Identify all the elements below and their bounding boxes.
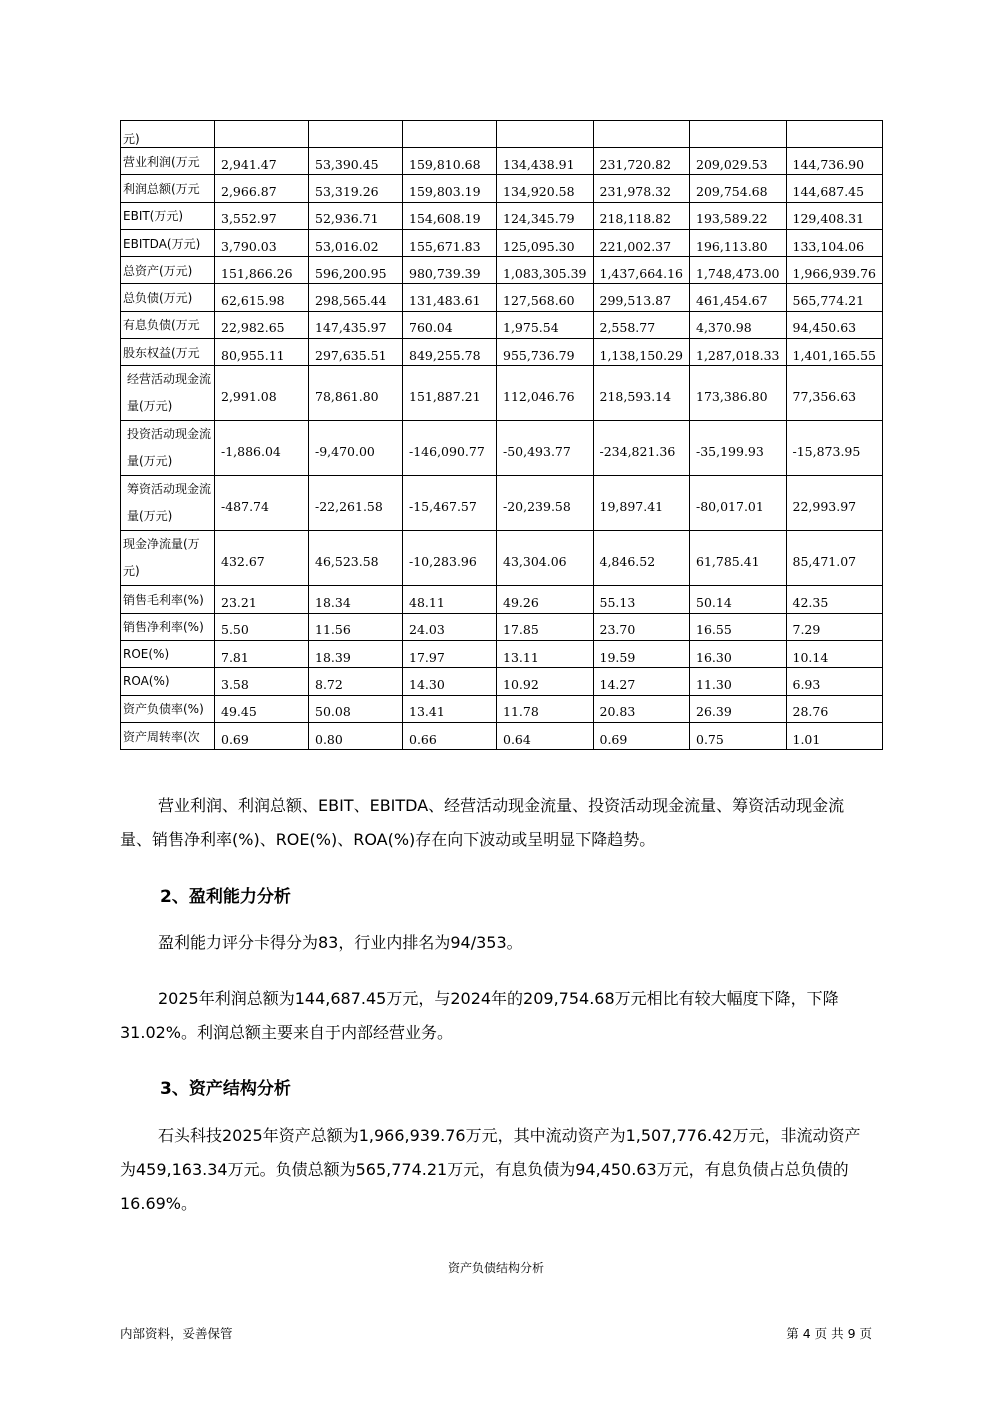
table-cell: 16.30 [690, 640, 787, 667]
table-row [121, 722, 883, 749]
table-cell: 19.59 [593, 640, 690, 667]
table-cell: 55.13 [593, 586, 690, 613]
row-label: 现金净流量(万元) [121, 531, 215, 586]
table-cell: 209,754.68 [690, 175, 787, 202]
row-label: 资产负债率(%) [121, 695, 215, 722]
table-row [121, 531, 883, 586]
row-label: 总负债(万元) [121, 284, 215, 311]
row-label: EBITDA(万元) [121, 229, 215, 256]
footer-page-number: 第 4 页 共 9 页 [786, 1326, 872, 1341]
row-label: 销售毛利率(%) [121, 586, 215, 613]
table-row [121, 175, 883, 202]
table-row [121, 257, 883, 284]
row-label: 营业利润(万元 [121, 148, 215, 175]
row-label: ROA(%) [121, 668, 215, 695]
table-cell: 7.29 [786, 613, 883, 640]
table-cell: 11.56 [309, 613, 403, 640]
table-row [121, 476, 883, 531]
table-cell: 432.67 [215, 531, 309, 586]
table-cell: 298,565.44 [309, 284, 403, 311]
table-cell: 16.55 [690, 613, 787, 640]
table-cell: 0.80 [309, 722, 403, 749]
row-label: ROE(%) [121, 640, 215, 667]
table-cell: 10.14 [786, 640, 883, 667]
table-cell: 49.26 [497, 586, 594, 613]
table-cell: 159,803.19 [403, 175, 497, 202]
table-cell: 0.69 [215, 722, 309, 749]
table-cell: 53,016.02 [309, 229, 403, 256]
row-label: 股东权益(万元 [121, 339, 215, 366]
table-cell: 62,615.98 [215, 284, 309, 311]
table-cell: 112,046.76 [497, 366, 594, 421]
table-cell: 134,920.58 [497, 175, 594, 202]
table-cell: -35,199.93 [690, 421, 787, 476]
table-cell: 3,552.97 [215, 202, 309, 229]
table-cell: -1,886.04 [215, 421, 309, 476]
table-cell: 2,558.77 [593, 311, 690, 338]
table-cell: 18.39 [309, 640, 403, 667]
table-cell: 299,513.87 [593, 284, 690, 311]
table-row [121, 229, 883, 256]
footer-confidential: 内部资料，妥善保管 [120, 1326, 233, 1341]
table-row [121, 586, 883, 613]
table-cell: 85,471.07 [786, 531, 883, 586]
table-cell: 297,635.51 [309, 339, 403, 366]
row-label: 元) [121, 121, 215, 148]
table-cell: -80,017.01 [690, 476, 787, 531]
table-cell: 1,975.54 [497, 311, 594, 338]
table-cell: 127,568.60 [497, 284, 594, 311]
table-cell: 0.75 [690, 722, 787, 749]
table-cell: 8.72 [309, 668, 403, 695]
table-cell: 17.97 [403, 640, 497, 667]
table-cell: 1,287,018.33 [690, 339, 787, 366]
table-cell: 5.50 [215, 613, 309, 640]
table-cell: 131,483.61 [403, 284, 497, 311]
table-cell: 218,593.14 [593, 366, 690, 421]
table-cell: 17.85 [497, 613, 594, 640]
table-cell: 23.70 [593, 613, 690, 640]
table-cell: -20,239.58 [497, 476, 594, 531]
table-cell: 6.93 [786, 668, 883, 695]
trend-paragraph: 营业利润、利润总额、EBIT、EBITDA、经营活动现金流量、投资活动现金流量、筹资活动现金流量、销售净利率(%)、ROE(%)、ROA(%)存在向下波动或呈明显下降趋势。 [120, 796, 845, 849]
table-cell: 129,408.31 [786, 202, 883, 229]
table-cell: 173,386.80 [690, 366, 787, 421]
profit-paragraph: 2025年利润总额为144,687.45万元，与2024年的209,754.68万元相比有较大幅度下降，下降31.02%。利润总额主要来自于内部经营业务。 [120, 989, 839, 1042]
row-label: 总资产(万元) [121, 257, 215, 284]
table-cell: 1,966,939.76 [786, 257, 883, 284]
table-cell: 2,941.47 [215, 148, 309, 175]
table-cell: 1,401,165.55 [786, 339, 883, 366]
table-cell: 26.39 [690, 695, 787, 722]
table-cell: 13.41 [403, 695, 497, 722]
assets-paragraph: 石头科技2025年资产总额为1,966,939.76万元，其中流动资产为1,507,776.42万元，非流动资产为459,163.34万元。负债总额为565,774.21万元，有息负债为94,450.63万元，有息负债占总负债的16.69%。 [120, 1126, 861, 1213]
table-cell: 154,608.19 [403, 202, 497, 229]
table-cell: 4,370.98 [690, 311, 787, 338]
table-cell: 50.08 [309, 695, 403, 722]
table-cell: -234,821.36 [593, 421, 690, 476]
table-cell: 13.11 [497, 640, 594, 667]
table-cell: 231,978.32 [593, 175, 690, 202]
table-row [121, 202, 883, 229]
table-cell: 7.81 [215, 640, 309, 667]
table-cell: 10.92 [497, 668, 594, 695]
table-cell: 1,437,664.16 [593, 257, 690, 284]
table-cell: -487.74 [215, 476, 309, 531]
table-cell: 22,982.65 [215, 311, 309, 338]
table-cell: 14.27 [593, 668, 690, 695]
table-cell: 151,887.21 [403, 366, 497, 421]
row-label: 筹资活动现金流量(万元) [121, 476, 215, 531]
table-cell: 159,810.68 [403, 148, 497, 175]
table-cell: 50.14 [690, 586, 787, 613]
table-row [121, 339, 883, 366]
row-label: 利润总额(万元 [121, 175, 215, 202]
row-label: 投资活动现金流量(万元) [121, 421, 215, 476]
table-cell: 147,435.97 [309, 311, 403, 338]
table-cell: 155,671.83 [403, 229, 497, 256]
table-row [121, 640, 883, 667]
table-cell: 3.58 [215, 668, 309, 695]
table-cell: 42.35 [786, 586, 883, 613]
table-cell: 955,736.79 [497, 339, 594, 366]
table-cell: 196,113.80 [690, 229, 787, 256]
table-cell: 11.78 [497, 695, 594, 722]
table-cell: 1,138,150.29 [593, 339, 690, 366]
financial-table [120, 120, 883, 750]
table-row [121, 311, 883, 338]
table-cell: 849,255.78 [403, 339, 497, 366]
table-cell: 61,785.41 [690, 531, 787, 586]
table-cell: -22,261.58 [309, 476, 403, 531]
table-cell: 77,356.63 [786, 366, 883, 421]
table-cell: 22,993.97 [786, 476, 883, 531]
table-cell: 19,897.41 [593, 476, 690, 531]
table-cell: 0.66 [403, 722, 497, 749]
table-cell: 14.30 [403, 668, 497, 695]
table-row [121, 284, 883, 311]
row-label: EBIT(万元) [121, 202, 215, 229]
table-row [121, 421, 883, 476]
table-row [121, 121, 883, 148]
table-cell: 125,095.30 [497, 229, 594, 256]
table-cell: 28.76 [786, 695, 883, 722]
table-cell: -15,873.95 [786, 421, 883, 476]
table-cell: 2,991.08 [215, 366, 309, 421]
table-cell: 144,736.90 [786, 148, 883, 175]
table-cell: 53,319.26 [309, 175, 403, 202]
table-cell: 52,936.71 [309, 202, 403, 229]
table-cell: 193,589.22 [690, 202, 787, 229]
table-cell: 48.11 [403, 586, 497, 613]
table-row [121, 366, 883, 421]
table-cell: 20.83 [593, 695, 690, 722]
table-cell: 4,846.52 [593, 531, 690, 586]
table-cell: 134,438.91 [497, 148, 594, 175]
row-label: 销售净利率(%) [121, 613, 215, 640]
table-cell: 53,390.45 [309, 148, 403, 175]
table-row [121, 668, 883, 695]
row-label: 经营活动现金流量(万元) [121, 366, 215, 421]
section-heading-profitability: 2、盈利能力分析 [160, 887, 291, 907]
table-cell: 1.01 [786, 722, 883, 749]
table-cell: 2,966.87 [215, 175, 309, 202]
table-cell: 124,345.79 [497, 202, 594, 229]
table-cell: 23.21 [215, 586, 309, 613]
table-cell: 1,083,305.39 [497, 257, 594, 284]
score-paragraph: 盈利能力评分卡得分为83，行业内排名为94/353。 [158, 933, 523, 952]
table-cell: 78,861.80 [309, 366, 403, 421]
table-cell: 209,029.53 [690, 148, 787, 175]
table-cell: 0.64 [497, 722, 594, 749]
section-heading-asset-structure: 3、资产结构分析 [160, 1079, 291, 1099]
table-cell: 0.69 [593, 722, 690, 749]
table-row [121, 695, 883, 722]
table-row [121, 613, 883, 640]
row-label: 有息负债(万元 [121, 311, 215, 338]
table-cell: 80,955.11 [215, 339, 309, 366]
table-cell: 43,304.06 [497, 531, 594, 586]
table-cell: -10,283.96 [403, 531, 497, 586]
table-cell: 565,774.21 [786, 284, 883, 311]
table-cell: 760.04 [403, 311, 497, 338]
table-cell: 11.30 [690, 668, 787, 695]
table-cell: 1,748,473.00 [690, 257, 787, 284]
table-row [121, 148, 883, 175]
table-cell: 461,454.67 [690, 284, 787, 311]
table-cell: 3,790.03 [215, 229, 309, 256]
chart-caption: 资产负债结构分析 [447, 1261, 544, 1275]
table-cell: 24.03 [403, 613, 497, 640]
row-label: 资产周转率(次 [121, 722, 215, 749]
table-cell: -146,090.77 [403, 421, 497, 476]
table-cell: 144,687.45 [786, 175, 883, 202]
table-cell: 151,866.26 [215, 257, 309, 284]
table-cell: 133,104.06 [786, 229, 883, 256]
table-cell: 94,450.63 [786, 311, 883, 338]
table-cell: 980,739.39 [403, 257, 497, 284]
table-cell: 18.34 [309, 586, 403, 613]
table-cell: 46,523.58 [309, 531, 403, 586]
table-cell: 231,720.82 [593, 148, 690, 175]
table-cell: 49.45 [215, 695, 309, 722]
table-cell: 218,118.82 [593, 202, 690, 229]
table-cell: -9,470.00 [309, 421, 403, 476]
table-cell: -50,493.77 [497, 421, 594, 476]
table-cell: 221,002.37 [593, 229, 690, 256]
table-cell: -15,467.57 [403, 476, 497, 531]
table-cell: 596,200.95 [309, 257, 403, 284]
